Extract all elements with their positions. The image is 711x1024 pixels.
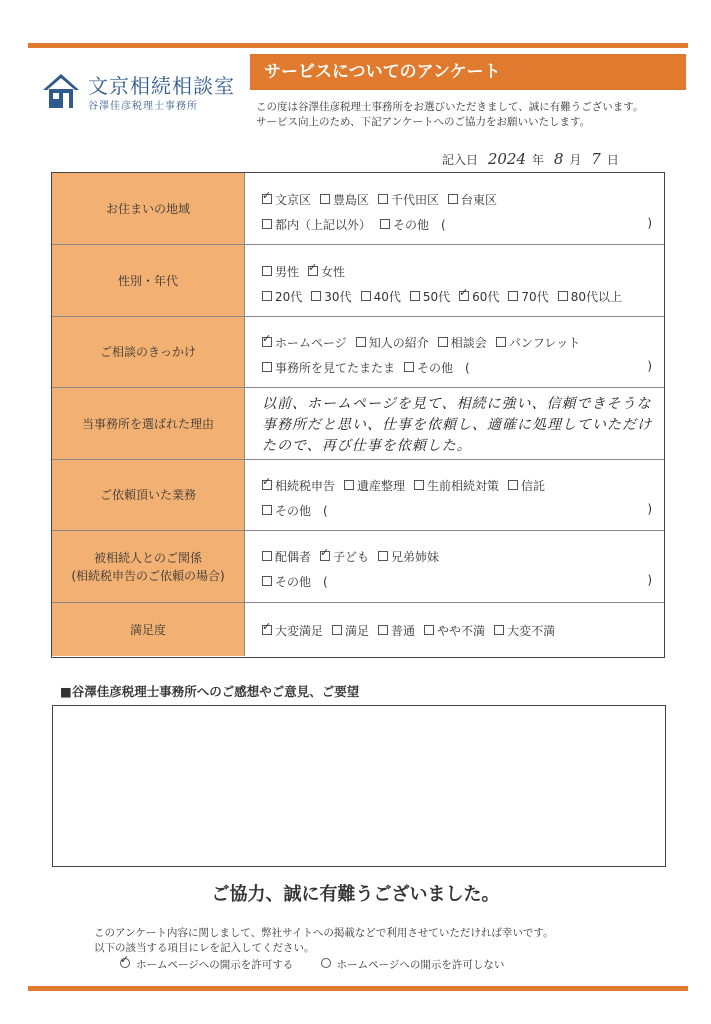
checkbox[interactable] [320, 194, 330, 204]
checkbox-label: 子ども [333, 550, 370, 564]
checkbox[interactable] [332, 625, 342, 635]
checkbox-option[interactable] [262, 477, 335, 494]
checkbox[interactable] [380, 219, 390, 229]
close-paren: ) [647, 573, 652, 587]
checkbox-label: 40代 [373, 290, 401, 304]
checkbox-label: その他 ( [275, 504, 328, 518]
checkbox[interactable] [262, 625, 272, 635]
consent-deny-radio[interactable] [321, 958, 331, 968]
checkbox[interactable] [438, 337, 448, 347]
answer-area [244, 173, 664, 244]
checkbox-label: 相談会 [450, 336, 487, 350]
question-label: 当事務所を選ばれた理由 [52, 388, 245, 459]
logo [42, 70, 242, 114]
question-label: お住まいの地域 [52, 173, 245, 244]
options-group [262, 218, 455, 232]
comments-textarea[interactable] [52, 705, 666, 867]
checkbox[interactable] [424, 625, 434, 635]
checkbox-option[interactable] [308, 263, 345, 280]
checkbox-option[interactable] [438, 334, 487, 351]
options-line [262, 359, 652, 376]
checkbox-label: その他 ( [393, 218, 446, 232]
checkbox-option[interactable] [262, 216, 371, 233]
date-day-unit: 日 [606, 153, 619, 167]
date-year[interactable]: 2024 [487, 150, 527, 168]
checkbox-option[interactable] [262, 263, 299, 280]
checkbox-option[interactable] [410, 288, 450, 305]
question-sub: (相続税申告のご依頼の場合) [71, 568, 225, 583]
options-line [262, 334, 652, 351]
checkbox[interactable] [308, 266, 318, 276]
checkbox-label: 男性 [275, 265, 300, 279]
checkbox-option[interactable] [404, 359, 470, 376]
checkbox-label: 豊島区 [333, 193, 370, 207]
row-trigger [52, 317, 664, 388]
consent-allow-radio[interactable] [120, 958, 130, 968]
checkbox[interactable] [378, 625, 388, 635]
date-day[interactable]: 7 [591, 150, 601, 168]
answer-area [244, 531, 664, 602]
entry-date [442, 150, 619, 168]
checkbox-label: 事務所を見てたまたま [275, 361, 396, 375]
options-line [262, 216, 652, 233]
options-line [262, 502, 652, 519]
checkbox-label: 大変不満 [507, 624, 556, 638]
consent-deny-option[interactable] [321, 957, 505, 972]
checkbox[interactable] [356, 337, 366, 347]
answer-area [244, 245, 664, 316]
close-paren: ) [647, 359, 652, 373]
top-accent-rule [28, 43, 688, 48]
checkbox-option[interactable] [262, 359, 395, 376]
checkbox-option[interactable] [508, 477, 545, 494]
intro-line: サービス向上のため、下記アンケートへのご協力をお願いいたします。 [256, 116, 591, 128]
checkbox-label: 普通 [391, 624, 416, 638]
question-label: 性別・年代 [52, 245, 245, 316]
checkbox-option[interactable] [344, 477, 405, 494]
checkbox[interactable] [262, 266, 272, 276]
row-area [52, 173, 664, 245]
checkbox[interactable] [508, 480, 518, 490]
checkbox-label: 知人の紹介 [368, 336, 429, 350]
checkbox-option[interactable] [262, 548, 311, 565]
checkbox-option[interactable] [459, 288, 499, 305]
options-line [262, 288, 652, 305]
checkbox[interactable] [262, 505, 272, 515]
survey-title: サービスについてのアンケート [250, 54, 686, 90]
logo-name: 文京相続相談室 [88, 74, 235, 98]
checkbox-label: 50代 [422, 290, 451, 304]
checkbox-option[interactable] [356, 334, 429, 351]
checkbox[interactable] [459, 291, 469, 301]
options-line [262, 573, 652, 590]
consent-allow-label: ホームページへの開示を許可する [136, 959, 294, 971]
comments-title: ■谷澤佳彦税理士事務所へのご感想やご意見、ご要望 [60, 684, 360, 699]
question-label: ご依頼頂いた業務 [52, 460, 245, 530]
date-month[interactable]: 8 [553, 150, 564, 168]
question-label: ご相談のきっかけ [52, 317, 245, 387]
checkbox-option[interactable] [378, 191, 439, 208]
consent-deny-label: ホームページへの開示を許可しない [336, 959, 505, 971]
checkbox[interactable] [262, 362, 272, 372]
checkbox[interactable] [378, 194, 388, 204]
row-gender-age [52, 245, 664, 317]
checkbox[interactable] [361, 291, 371, 301]
answer-area [244, 460, 664, 530]
checkbox[interactable] [496, 337, 506, 347]
checkbox[interactable] [448, 194, 458, 204]
checkbox-option[interactable] [378, 548, 439, 565]
survey-table [51, 172, 665, 658]
checkbox-label: 女性 [321, 265, 346, 279]
checkbox-label: 60代 [472, 290, 500, 304]
checkbox-option[interactable] [262, 573, 328, 590]
checkbox-label: ホームページ [275, 336, 347, 350]
checkbox-label: 70代 [521, 290, 549, 304]
checkbox-option[interactable] [414, 477, 499, 494]
options-group [262, 361, 479, 375]
answer-area [244, 388, 664, 459]
checkbox-option[interactable] [361, 288, 401, 305]
checkbox-label: 大変満足 [275, 624, 324, 638]
answer-area [244, 317, 664, 387]
checkbox-label: 80代以上 [570, 290, 622, 304]
checkbox[interactable] [494, 625, 504, 635]
date-year-unit: 年 [532, 153, 545, 167]
checkbox[interactable] [320, 551, 330, 561]
checkbox-option[interactable] [262, 622, 323, 639]
checkbox[interactable] [410, 291, 420, 301]
footer-line: このアンケート内容に関しまして、弊社サイトへの掲載などで利用させていただければ幸いです。 [94, 927, 554, 939]
checkbox-label: 配偶者 [275, 550, 312, 564]
checkbox[interactable] [508, 291, 518, 301]
checkbox-option[interactable] [262, 191, 311, 208]
row-satisfaction [52, 603, 664, 656]
checkbox-option[interactable] [508, 288, 548, 305]
row-service [52, 460, 664, 531]
options-group [262, 575, 337, 589]
checkbox-label: パンフレット [508, 336, 581, 350]
checkbox[interactable] [404, 362, 414, 372]
options-line [262, 477, 652, 494]
checkbox-option[interactable] [494, 622, 555, 639]
consent-allow-option[interactable] [120, 957, 293, 972]
checkbox[interactable] [378, 551, 388, 561]
footer-line: 以下の該当する項目にレを記入してください。 [94, 942, 315, 954]
thanks-message: ご協力、誠に有難うございました。 [211, 884, 500, 905]
checkbox-option[interactable] [332, 622, 369, 639]
options-line [262, 263, 652, 280]
checkbox-option[interactable] [262, 288, 302, 305]
options-line [262, 191, 652, 208]
checkbox[interactable] [344, 480, 354, 490]
intro-text [256, 100, 643, 130]
reason-answer[interactable]: 以前、ホームページを見て、相続に強い、信頼できそうな事務所だと思い、仕事を依頼し、適確に処理していただけたので、再び仕事を依頼した。 [262, 396, 652, 454]
answer-area [244, 603, 664, 656]
checkbox-label: 20代 [275, 290, 303, 304]
checkbox[interactable] [558, 291, 568, 301]
checkbox-option[interactable] [424, 622, 485, 639]
checkbox[interactable] [262, 194, 272, 204]
close-paren: ) [647, 216, 652, 230]
checkbox[interactable] [262, 480, 272, 490]
checkbox-option[interactable] [380, 216, 446, 233]
row-relation [52, 531, 664, 603]
checkbox-option[interactable] [262, 334, 347, 351]
checkbox-label: その他 ( [275, 575, 328, 589]
question-label [52, 531, 245, 602]
checkbox-option[interactable] [311, 288, 351, 305]
checkbox[interactable] [414, 480, 424, 490]
checkbox-option[interactable] [448, 191, 497, 208]
consent-options [120, 957, 528, 972]
checkbox-label: 生前相続対策 [427, 479, 500, 493]
logo-subtitle: 谷澤佳彦税理士事務所 [88, 101, 198, 112]
checkbox[interactable] [262, 291, 272, 301]
checkbox[interactable] [262, 551, 272, 561]
question-main: 被相続人とのご関係 [93, 550, 202, 565]
checkbox-label: 千代田区 [391, 193, 440, 207]
checkbox-label: 信託 [521, 479, 546, 493]
checkbox-label: 文京区 [275, 193, 312, 207]
checkbox-option[interactable] [262, 502, 328, 519]
options-line [262, 548, 652, 565]
date-month-unit: 月 [569, 153, 582, 167]
checkbox-label: 遺産整理 [357, 479, 406, 493]
options-group [262, 504, 337, 518]
question-label: 満足度 [52, 603, 245, 656]
intro-line: この度は谷澤佳彦税理士事務所をお選びいただきまして、誠に有難うございます。 [256, 101, 644, 113]
checkbox-label: 台東区 [461, 193, 498, 207]
row-reason [52, 388, 664, 460]
checkbox[interactable] [262, 219, 272, 229]
checkbox-option[interactable] [378, 622, 415, 639]
checkbox-option[interactable] [320, 191, 369, 208]
checkbox-option[interactable] [558, 288, 622, 305]
footer-note [94, 926, 554, 956]
checkbox-label: その他 ( [417, 361, 470, 375]
checkbox-label: 兄弟姉妹 [391, 550, 440, 564]
checkbox[interactable] [311, 291, 321, 301]
checkbox-label: やや不満 [437, 624, 486, 638]
checkbox-option[interactable] [496, 334, 580, 351]
checkbox-label: 都内（上記以外） [275, 218, 372, 232]
options-line [262, 622, 652, 639]
checkbox-label: 満足 [345, 624, 370, 638]
date-label: 記入日 [442, 153, 479, 167]
checkbox[interactable] [262, 337, 272, 347]
house-logo-icon [42, 72, 80, 110]
checkbox[interactable] [262, 576, 272, 586]
close-paren: ) [647, 502, 652, 516]
checkbox-label: 30代 [324, 290, 352, 304]
checkbox-label: 相続税申告 [275, 479, 336, 493]
bottom-accent-rule [28, 986, 688, 991]
checkbox-option[interactable] [320, 548, 369, 565]
